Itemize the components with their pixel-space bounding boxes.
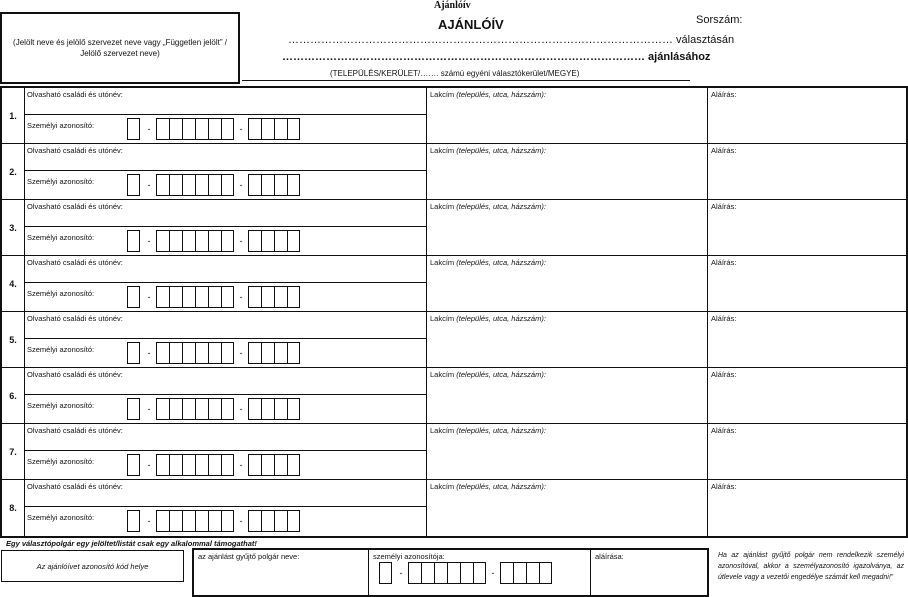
id-digit-group: [127, 286, 142, 308]
id-digit-group: [248, 118, 300, 140]
id-separator: -: [239, 404, 243, 414]
id-separator: -: [239, 292, 243, 302]
address-hint: (település, utca, házszám):: [456, 90, 546, 99]
name-field[interactable]: [24, 200, 426, 227]
id-digit-box[interactable]: [274, 230, 287, 252]
id-digit-box[interactable]: [248, 510, 261, 532]
name-label: Olvasható családi és utónév:: [27, 90, 123, 99]
personal-id-field[interactable]: [24, 339, 426, 368]
name-label: Olvasható családi és utónév:: [27, 258, 123, 267]
id-digit-box[interactable]: [169, 174, 182, 196]
collector-name-label: az ajánlást gyűjtő polgár neve:: [198, 552, 300, 561]
id-digit-box[interactable]: [156, 230, 169, 252]
id-digit-box[interactable]: [248, 286, 261, 308]
personal-id-field[interactable]: [24, 227, 426, 256]
id-digit-group: [248, 342, 300, 364]
id-digit-box[interactable]: [169, 342, 182, 364]
id-digit-box[interactable]: [195, 342, 208, 364]
id-digit-box[interactable]: [434, 562, 447, 584]
id-digit-box[interactable]: [127, 398, 140, 420]
personal-id-label: Személyi azonosító:: [27, 457, 95, 466]
id-digit-box[interactable]: [473, 562, 486, 584]
nominator-row: [2, 256, 906, 312]
name-field[interactable]: [24, 88, 426, 115]
address-field[interactable]: [426, 312, 708, 367]
row-number: 7.: [2, 424, 25, 479]
collector-name-field[interactable]: [194, 550, 369, 595]
id-digit-group: [156, 286, 234, 308]
id-digit-group: [127, 454, 142, 476]
row-number: 5.: [2, 312, 25, 367]
id-separator: -: [239, 516, 243, 526]
row-number: 1.: [2, 88, 25, 143]
personal-id-boxes[interactable]: [127, 230, 300, 252]
personal-id-boxes[interactable]: [127, 174, 300, 196]
signature-label: Aláírás:: [711, 258, 737, 267]
id-digit-box[interactable]: [156, 286, 169, 308]
nominator-row: [2, 144, 906, 200]
collector-id-label: személyi azonosítója:: [373, 552, 445, 561]
id-digit-box[interactable]: [221, 398, 234, 420]
id-digit-group: [156, 230, 234, 252]
id-digit-group: [127, 342, 142, 364]
id-digit-box[interactable]: [156, 342, 169, 364]
address-field[interactable]: [426, 480, 708, 536]
row-number: 8.: [2, 480, 25, 536]
name-label: Olvasható családi és utónév:: [27, 314, 123, 323]
id-separator: -: [147, 348, 151, 358]
name-label: Olvasható családi és utónév:: [27, 146, 123, 155]
id-digit-box[interactable]: [169, 230, 182, 252]
id-digit-box[interactable]: [169, 510, 182, 532]
address-hint: (település, utca, házszám):: [456, 146, 546, 155]
signature-label: Aláírás:: [711, 370, 737, 379]
name-label: Olvasható családi és utónév:: [27, 426, 123, 435]
id-digit-box[interactable]: [513, 562, 526, 584]
id-separator: -: [239, 236, 243, 246]
address-field[interactable]: [426, 368, 708, 423]
address-label: Lakcím: [430, 202, 455, 211]
id-digit-group: [156, 510, 234, 532]
election-line: …………………………………………………………………………………………… választásán: [288, 34, 735, 46]
id-digit-box[interactable]: [182, 454, 195, 476]
id-digit-box[interactable]: [408, 562, 421, 584]
signature-field[interactable]: [708, 88, 906, 143]
personal-id-boxes[interactable]: [127, 510, 300, 532]
personal-id-boxes[interactable]: [127, 342, 300, 364]
personal-id-field[interactable]: [24, 283, 426, 312]
id-digit-box[interactable]: [287, 342, 300, 364]
id-separator: -: [147, 460, 151, 470]
id-digit-box[interactable]: [182, 342, 195, 364]
id-digit-group: [379, 562, 394, 584]
id-separator: -: [147, 124, 151, 134]
name-field[interactable]: [24, 256, 426, 283]
name-field[interactable]: [24, 368, 426, 395]
personal-id-label: Személyi azonosító:: [27, 401, 95, 410]
address-field[interactable]: [426, 144, 708, 199]
personal-id-label: Személyi azonosító:: [27, 345, 95, 354]
address-hint: (település, utca, házszám):: [456, 314, 546, 323]
id-digit-box[interactable]: [261, 286, 274, 308]
id-digit-box[interactable]: [379, 562, 392, 584]
id-digit-group: [127, 510, 142, 532]
id-digit-box[interactable]: [447, 562, 460, 584]
id-digit-box[interactable]: [195, 174, 208, 196]
row-number: 4.: [2, 256, 25, 311]
id-digit-group: [127, 398, 142, 420]
id-digit-box[interactable]: [195, 510, 208, 532]
id-digit-box[interactable]: [127, 454, 140, 476]
id-digit-group: [248, 230, 300, 252]
address-hint: (település, utca, házszám):: [456, 482, 546, 491]
id-digit-group: [248, 398, 300, 420]
id-digit-group: [248, 510, 300, 532]
name-field[interactable]: [24, 312, 426, 339]
id-digit-box[interactable]: [248, 342, 261, 364]
id-digit-box[interactable]: [287, 398, 300, 420]
id-digit-group: [500, 562, 552, 584]
id-separator: -: [239, 460, 243, 470]
id-digit-box[interactable]: [195, 398, 208, 420]
address-label: Lakcím: [430, 482, 455, 491]
address-hint: (település, utca, házszám):: [456, 258, 546, 267]
address-field[interactable]: [426, 88, 708, 143]
id-digit-box[interactable]: [287, 230, 300, 252]
address-field[interactable]: [426, 424, 708, 479]
id-separator: -: [147, 292, 151, 302]
address-label: Lakcím: [430, 426, 455, 435]
id-digit-box[interactable]: [274, 118, 287, 140]
personal-id-label: Személyi azonosító:: [27, 289, 95, 298]
id-digit-box[interactable]: [169, 454, 182, 476]
row-number: 2.: [2, 144, 25, 199]
personal-id-boxes[interactable]: [127, 118, 300, 140]
id-digit-box[interactable]: [274, 454, 287, 476]
id-digit-box[interactable]: [156, 454, 169, 476]
signature-label: Aláírás:: [711, 90, 737, 99]
id-digit-box[interactable]: [287, 118, 300, 140]
id-digit-box[interactable]: [221, 174, 234, 196]
id-digit-box[interactable]: [182, 118, 195, 140]
name-label: Olvasható családi és utónév:: [27, 370, 123, 379]
signature-field[interactable]: [708, 480, 906, 536]
id-digit-box[interactable]: [287, 454, 300, 476]
id-digit-box[interactable]: [261, 118, 274, 140]
id-digit-box[interactable]: [127, 118, 140, 140]
nominator-row: [2, 312, 906, 368]
signature-field[interactable]: [708, 312, 906, 367]
id-digit-box[interactable]: [287, 174, 300, 196]
id-digit-box[interactable]: [274, 174, 287, 196]
id-separator: -: [239, 124, 243, 134]
id-digit-box[interactable]: [156, 174, 169, 196]
id-digit-box[interactable]: [127, 286, 140, 308]
id-digit-box[interactable]: [169, 398, 182, 420]
id-digit-box[interactable]: [127, 510, 140, 532]
collector-panel: [192, 548, 709, 597]
id-digit-box[interactable]: [195, 230, 208, 252]
name-label: Olvasható családi és utónév:: [27, 482, 123, 491]
district-caption: (TELEPÜLÉS/KERÜLET/……. számú egyéni választókerület/MEGYE): [330, 69, 580, 78]
id-digit-box[interactable]: [221, 454, 234, 476]
nominator-row: [2, 368, 906, 424]
personal-id-field[interactable]: [24, 115, 426, 144]
row-number: 6.: [2, 368, 25, 423]
address-label: Lakcím: [430, 370, 455, 379]
signature-label: Aláírás:: [711, 146, 737, 155]
id-digit-box[interactable]: [156, 398, 169, 420]
id-digit-box[interactable]: [221, 230, 234, 252]
id-digit-box[interactable]: [182, 286, 195, 308]
sheet-code-caption: Az ajánlóívet azonosító kód helye: [36, 561, 149, 571]
id-digit-box[interactable]: [221, 118, 234, 140]
personal-id-boxes[interactable]: [127, 454, 300, 476]
id-separator: -: [399, 568, 403, 578]
id-digit-box[interactable]: [195, 286, 208, 308]
id-digit-box[interactable]: [261, 230, 274, 252]
id-digit-box[interactable]: [182, 510, 195, 532]
personal-id-label: Személyi azonosító:: [27, 233, 95, 242]
id-separator: -: [239, 348, 243, 358]
address-hint: (település, utca, házszám):: [456, 202, 546, 211]
id-digit-box[interactable]: [274, 510, 287, 532]
row-number: 3.: [2, 200, 25, 255]
id-digit-group: [156, 174, 234, 196]
id-separator: -: [147, 516, 151, 526]
id-digit-box[interactable]: [221, 286, 234, 308]
id-digit-box[interactable]: [208, 286, 221, 308]
header-underline: [242, 80, 690, 81]
personal-id-boxes[interactable]: [127, 398, 300, 420]
signature-label: Aláírás:: [711, 314, 737, 323]
id-digit-box[interactable]: [261, 510, 274, 532]
id-digit-box[interactable]: [221, 510, 234, 532]
nomination-line: ……………………………………………………………………………………… ajánlásához: [282, 51, 711, 63]
name-field[interactable]: [24, 424, 426, 451]
personal-id-label: Személyi azonosító:: [27, 513, 95, 522]
personal-id-field[interactable]: [24, 507, 426, 536]
id-digit-box[interactable]: [221, 342, 234, 364]
id-digit-box[interactable]: [274, 342, 287, 364]
signature-field[interactable]: [708, 424, 906, 479]
id-digit-box[interactable]: [287, 510, 300, 532]
id-digit-group: [127, 174, 142, 196]
id-digit-box[interactable]: [127, 230, 140, 252]
id-digit-box[interactable]: [248, 454, 261, 476]
collector-id-boxes[interactable]: [379, 562, 552, 584]
signature-field[interactable]: [708, 144, 906, 199]
signature-field[interactable]: [708, 200, 906, 255]
nominator-row: [2, 88, 906, 144]
signature-label: Aláírás:: [711, 482, 737, 491]
id-separator: -: [147, 180, 151, 190]
document-heading: Ajánlóív: [434, 0, 471, 11]
id-digit-group: [156, 342, 234, 364]
id-digit-box[interactable]: [182, 174, 195, 196]
nominator-row: [2, 200, 906, 256]
name-label: Olvasható családi és utónév:: [27, 202, 123, 211]
address-label: Lakcím: [430, 258, 455, 267]
id-digit-box[interactable]: [182, 398, 195, 420]
id-digit-box[interactable]: [182, 230, 195, 252]
signature-label: Aláírás:: [711, 426, 737, 435]
id-digit-box[interactable]: [195, 454, 208, 476]
id-digit-box[interactable]: [248, 230, 261, 252]
id-digit-group: [156, 118, 234, 140]
candidate-name-box[interactable]: [0, 12, 240, 84]
id-digit-box[interactable]: [169, 286, 182, 308]
name-field[interactable]: [24, 480, 426, 507]
id-alternative-note: Ha az ajánlást gyűjtő polgár nem rendelkezik személyi azonosítóval, akkor a személyazonosító igazolványa, az útlevele vagy a vezetői engedélye számát kell megadni!”: [718, 552, 904, 581]
id-digit-box[interactable]: [248, 398, 261, 420]
id-digit-box[interactable]: [156, 510, 169, 532]
nomination-table: [0, 86, 908, 538]
nominator-row: [2, 424, 906, 480]
id-digit-box[interactable]: [208, 510, 221, 532]
id-separator: -: [147, 236, 151, 246]
id-digit-group: [248, 174, 300, 196]
id-separator: -: [239, 180, 243, 190]
id-digit-box[interactable]: [195, 118, 208, 140]
id-digit-group: [248, 286, 300, 308]
nominator-row: [2, 480, 906, 536]
personal-id-label: Személyi azonosító:: [27, 121, 95, 130]
id-digit-group: [127, 230, 142, 252]
id-separator: -: [147, 404, 151, 414]
id-digit-box[interactable]: [169, 118, 182, 140]
collector-id-field[interactable]: [369, 550, 591, 595]
personal-id-field[interactable]: [24, 395, 426, 424]
id-digit-group: [408, 562, 486, 584]
address-hint: (település, utca, házszám):: [456, 370, 546, 379]
name-field[interactable]: [24, 144, 426, 171]
id-separator: -: [491, 568, 495, 578]
id-digit-group: [248, 454, 300, 476]
single-support-notice: Egy választópolgár egy jelöltet/listát csak egy alkalommal támogathat!: [6, 539, 257, 548]
id-digit-box[interactable]: [261, 454, 274, 476]
id-digit-group: [156, 398, 234, 420]
id-digit-box[interactable]: [127, 174, 140, 196]
id-digit-group: [127, 118, 142, 140]
sheet-code-box: [1, 550, 184, 582]
address-label: Lakcím: [430, 314, 455, 323]
id-digit-box[interactable]: [261, 342, 274, 364]
collector-signature-label: aláírása:: [595, 552, 624, 561]
personal-id-field[interactable]: [24, 171, 426, 200]
address-field[interactable]: [426, 256, 708, 311]
id-digit-box[interactable]: [539, 562, 552, 584]
id-digit-box[interactable]: [208, 398, 221, 420]
id-digit-box[interactable]: [261, 174, 274, 196]
address-label: Lakcím: [430, 90, 455, 99]
form-title: AJÁNLÓÍV: [438, 17, 504, 32]
signature-field[interactable]: [708, 256, 906, 311]
id-digit-box[interactable]: [526, 562, 539, 584]
id-digit-box[interactable]: [261, 398, 274, 420]
id-digit-box[interactable]: [208, 174, 221, 196]
signature-field[interactable]: [708, 368, 906, 423]
collector-signature-field[interactable]: [591, 550, 707, 595]
address-hint: (település, utca, házszám):: [456, 426, 546, 435]
id-digit-box[interactable]: [274, 286, 287, 308]
id-digit-box[interactable]: [421, 562, 434, 584]
personal-id-field[interactable]: [24, 451, 426, 480]
id-digit-box[interactable]: [274, 398, 287, 420]
address-field[interactable]: [426, 200, 708, 255]
id-digit-box[interactable]: [500, 562, 513, 584]
serial-number-label: Sorszám:: [696, 14, 743, 26]
address-label: Lakcím: [430, 146, 455, 155]
id-digit-box[interactable]: [208, 230, 221, 252]
signature-label: Aláírás:: [711, 202, 737, 211]
id-digit-box[interactable]: [287, 286, 300, 308]
personal-id-label: Személyi azonosító:: [27, 177, 95, 186]
id-digit-box[interactable]: [460, 562, 473, 584]
id-digit-group: [156, 454, 234, 476]
id-digit-box[interactable]: [208, 454, 221, 476]
id-digit-box[interactable]: [248, 118, 261, 140]
id-digit-box[interactable]: [208, 118, 221, 140]
id-digit-box[interactable]: [127, 342, 140, 364]
candidate-box-caption: (Jelölt neve és jelölő szervezet neve vagy „Független jelölt” / Jelölő szervezet neve): [13, 38, 227, 58]
id-digit-box[interactable]: [208, 342, 221, 364]
id-digit-box[interactable]: [156, 118, 169, 140]
id-digit-box[interactable]: [248, 174, 261, 196]
personal-id-boxes[interactable]: [127, 286, 300, 308]
